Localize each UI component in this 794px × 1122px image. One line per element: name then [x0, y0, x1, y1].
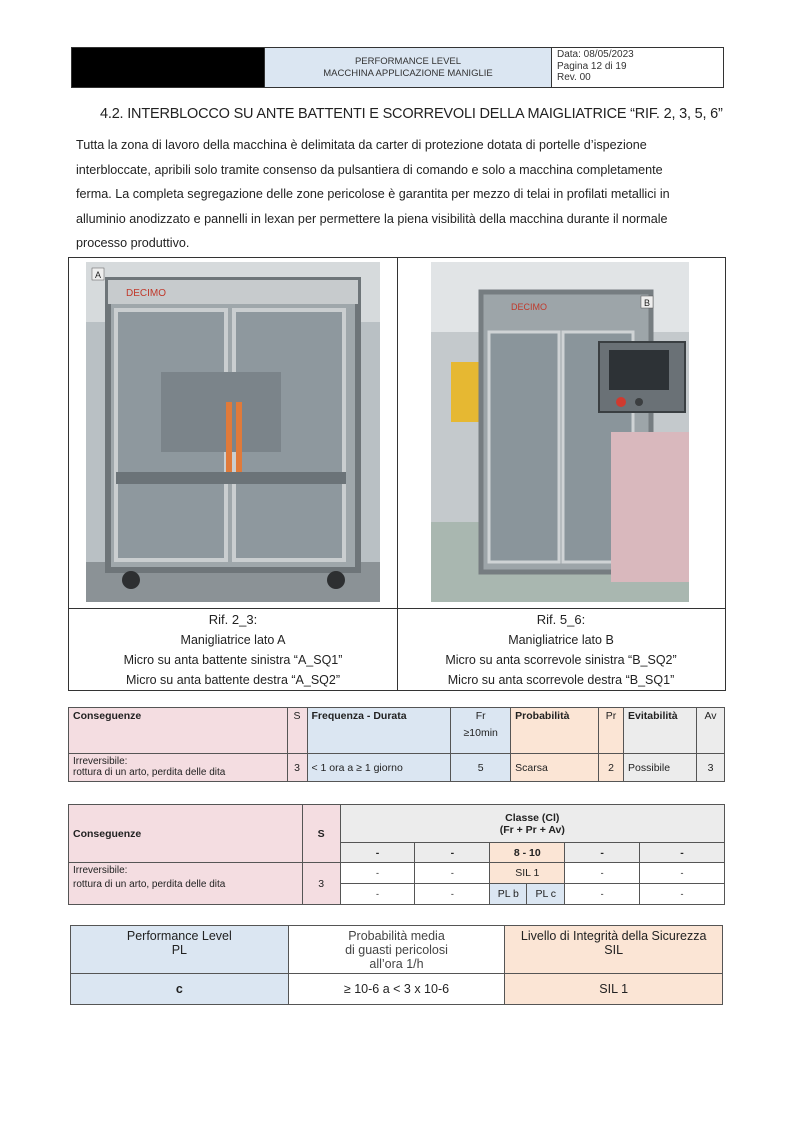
header-pr: Pr [599, 708, 624, 754]
company-logo-redacted [72, 48, 265, 87]
class-cell: - [640, 884, 725, 905]
class-cell-sil: SIL 1 [490, 863, 565, 884]
brand-label: DECIMO [511, 302, 547, 312]
header-prob-line-2: di guasti pericolosi [345, 943, 448, 957]
header-av: Av [696, 708, 724, 754]
cell-probabilita: Scarsa [511, 754, 599, 782]
caption-line: Micro su anta battente sinistra “A_SQ1” [123, 653, 343, 667]
page-header [71, 47, 724, 88]
badge-label: B [644, 298, 651, 308]
doc-title-line-2: MACCHINA APPLICAZIONE MANIGLIE [323, 67, 493, 79]
machine-b-illustration [431, 262, 689, 602]
machine-photo-side-a [86, 262, 380, 602]
paragraph-line: ferma. La completa segregazione delle zone pericolose è garantita per mezzo di telai in profilati metallici in [76, 187, 670, 201]
header-s: S [287, 708, 307, 754]
header-conseguenze: Conseguenze [69, 708, 288, 754]
machine-a-illustration [86, 262, 380, 602]
header-sil [505, 926, 723, 974]
doc-title [265, 48, 552, 87]
class-cell: - [565, 884, 640, 905]
cell-s: 3 [287, 754, 307, 782]
class-table [68, 804, 725, 905]
header-classe [340, 805, 724, 843]
brand-label: DECIMO [126, 288, 166, 299]
doc-meta [552, 48, 723, 87]
header-fr-label: Fr [475, 710, 486, 722]
cell-sil: SIL 1 [505, 974, 723, 1005]
caption-ref: Rif. 2_3: [208, 612, 258, 627]
cell-conseguenze [69, 754, 288, 782]
cell-pr: 2 [599, 754, 624, 782]
header-fr-sub: ≥10min [463, 727, 498, 739]
caption-line: Manigliatrice lato A [180, 633, 286, 647]
class-col: - [640, 843, 725, 863]
cell-s: 3 [302, 863, 340, 905]
cell-fr: 5 [451, 754, 511, 782]
header-s: S [302, 805, 340, 863]
badge-label: A [95, 270, 102, 280]
class-cell: - [415, 863, 490, 884]
risk-table [68, 707, 725, 782]
body-paragraph [76, 133, 722, 256]
doc-rev: Rev. 00 [557, 72, 591, 83]
class-cell: - [415, 884, 490, 905]
class-col: - [340, 843, 415, 863]
header-fr [451, 708, 511, 754]
cons-line-2: rottura di un arto, perdita delle dita [73, 767, 226, 778]
class-cell-pl-c: PL c [527, 884, 565, 905]
caption-line: Micro su anta scorrevole sinistra “B_SQ2” [445, 653, 677, 667]
caption-ref: Rif. 5_6: [536, 612, 586, 627]
photo-table [68, 257, 726, 691]
class-cell: - [565, 863, 640, 884]
machine-photo-side-b [431, 262, 689, 602]
header-frequenza: Frequenza - Durata [307, 708, 451, 754]
doc-title-line-1: PERFORMANCE LEVEL [354, 55, 462, 67]
paragraph-line: processo produttivo. [76, 236, 190, 250]
cell-pl: c [71, 974, 289, 1005]
cons-line-1: Irreversibile: [73, 865, 128, 876]
section-title: 4.2. INTERBLOCCO SU ANTE BATTENTI E SCORREVOLI DELLA MAIGLIATRICE “RIF. 2, 3, 5, 6” [100, 106, 723, 122]
header-prob-line-3: all’ora 1/h [369, 957, 424, 971]
caption-line: Micro su anta scorrevole destra “B_SQ1” [447, 673, 675, 687]
header-conseguenze: Conseguenze [69, 805, 303, 863]
cell-evitabilita: Possibile [624, 754, 697, 782]
caption-side-b [397, 610, 725, 690]
cell-probabilita: ≥ 10-6 a < 3 x 10-6 [288, 974, 505, 1005]
header-evitabilita: Evitabilità [624, 708, 697, 754]
cell-frequenza: < 1 ora a ≥ 1 giorno [307, 754, 451, 782]
paragraph-line: Tutta la zona di lavoro della macchina è delimitata da carter di protezione dotata di portelle d’ispezione [76, 138, 647, 152]
header-probabilita: Probabilità [511, 708, 599, 754]
summary-table [70, 925, 723, 1005]
caption-line: Manigliatrice lato B [508, 633, 614, 647]
header-probabilita-media [288, 926, 505, 974]
header-prob-line-1: Probabilità media [348, 929, 445, 943]
header-sil-line-1: Livello di Integrità della Sicurezza [520, 929, 707, 943]
caption-side-a [69, 610, 397, 690]
header-pl-line-1: Performance Level [126, 929, 232, 943]
cons-line-2: rottura di un arto, perdita delle dita [73, 879, 226, 890]
class-col-active: 8 - 10 [490, 843, 565, 863]
doc-date: Data: 08/05/2023 [557, 49, 634, 60]
caption-line: Micro su anta battente destra “A_SQ2” [126, 673, 340, 687]
paragraph-line: interbloccate, apribili solo tramite consenso da pulsantiera di comando e solo a macchina completamente [76, 162, 663, 177]
class-col: - [565, 843, 640, 863]
header-pl-line-2: PL [171, 943, 187, 957]
class-cell: - [340, 884, 415, 905]
cell-av: 3 [696, 754, 724, 782]
cell-conseguenze [69, 863, 303, 905]
paragraph-line: alluminio anodizzato e pannelli in lexan per permettere la piena visibilità della macchina durante il normale [76, 211, 668, 226]
class-cell: - [340, 863, 415, 884]
class-cell-pl-b: PL b [490, 884, 527, 905]
doc-page: Pagina 12 di 19 [557, 60, 627, 72]
header-performance-level [71, 926, 289, 974]
header-sil-line-2: SIL [604, 943, 624, 957]
header-classe-formula: (Fr + Pr + Av) [499, 823, 565, 836]
class-cell: - [640, 863, 725, 884]
cons-line-1: Irreversibile: [73, 756, 128, 767]
header-classe-label: Classe (Cl) [505, 811, 560, 824]
class-col: - [415, 843, 490, 863]
